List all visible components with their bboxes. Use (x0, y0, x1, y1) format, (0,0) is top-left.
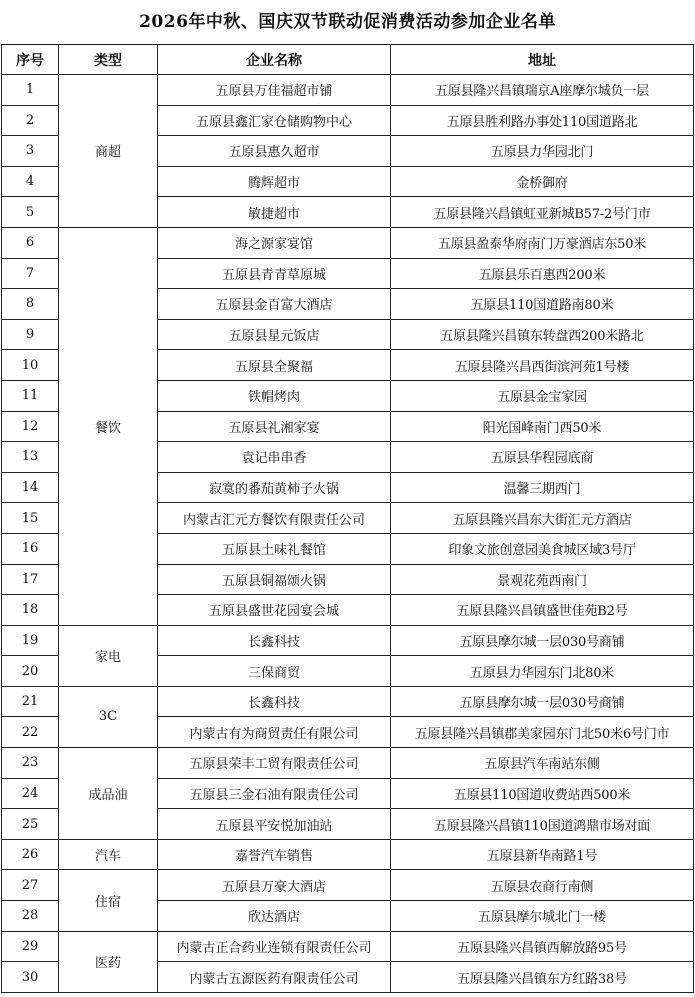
row-number: 17 (2, 564, 59, 595)
row-number: 4 (2, 166, 59, 197)
enterprise-address: 五原县力华园东门北80米 (391, 656, 694, 687)
enterprise-address: 五原县隆兴昌镇瑞京A座摩尔城负一层 (391, 75, 694, 106)
row-number: 12 (2, 411, 59, 442)
row-number: 25 (2, 809, 59, 840)
enterprise-address: 五原县隆兴昌东大街汇元方酒店 (391, 503, 694, 534)
enterprise-address: 五原县隆兴昌镇110国道鸿鼎市场对面 (391, 809, 694, 840)
enterprise-name: 长鑫科技 (158, 625, 391, 656)
enterprise-address: 五原县110国道收费站西500米 (391, 778, 694, 809)
enterprise-name: 五原县青青草原城 (158, 258, 391, 289)
enterprise-address: 五原县摩尔城一层030号商铺 (391, 686, 694, 717)
enterprise-name: 五原县万豪大酒店 (158, 870, 391, 901)
enterprise-name: 三保商贸 (158, 656, 391, 687)
row-number: 8 (2, 289, 59, 320)
enterprise-address: 五原县汽车南站东侧 (391, 748, 694, 779)
header-address: 地址 (391, 45, 694, 75)
enterprise-name: 五原县鑫汇家仓储购物中心 (158, 105, 391, 136)
category-cell: 家电 (59, 625, 158, 686)
enterprise-name: 袁记串串香 (158, 442, 391, 473)
row-number: 2 (2, 105, 59, 136)
enterprise-address: 五原县摩尔城一层030号商铺 (391, 625, 694, 656)
row-number: 15 (2, 503, 59, 534)
enterprise-address: 五原县华程园底商 (391, 442, 694, 473)
enterprise-name: 五原县荣丰工贸有限责任公司 (158, 748, 391, 779)
enterprise-address: 五原县金宝家园 (391, 380, 694, 411)
enterprise-address: 景观花苑西南门 (391, 564, 694, 595)
row-number: 27 (2, 870, 59, 901)
category-cell: 住宿 (59, 870, 158, 931)
enterprise-address: 阳光国峰南门西50米 (391, 411, 694, 442)
enterprise-name: 敏捷超市 (158, 197, 391, 228)
row-number: 7 (2, 258, 59, 289)
category-cell: 成品油 (59, 748, 158, 840)
enterprise-name: 嘉誉汽车销售 (158, 839, 391, 870)
header-no: 序号 (2, 45, 59, 75)
row-number: 5 (2, 197, 59, 228)
enterprise-address: 五原县隆兴昌镇西解放路95号 (391, 931, 694, 962)
enterprise-name: 五原县铜福颂火锅 (158, 564, 391, 595)
enterprise-name: 内蒙古汇元方餐饮有限责任公司 (158, 503, 391, 534)
table-row (2, 75, 694, 106)
row-number: 9 (2, 319, 59, 350)
table-body (2, 75, 694, 993)
enterprise-name: 五原县平安悦加油站 (158, 809, 391, 840)
enterprise-address: 五原县隆兴昌镇盛世佳苑B2号 (391, 595, 694, 626)
row-number: 11 (2, 380, 59, 411)
enterprise-address: 五原县隆兴昌镇东转盘西200米路北 (391, 319, 694, 350)
table-row (2, 931, 694, 962)
row-number: 21 (2, 686, 59, 717)
table-row (2, 625, 694, 656)
enterprise-name: 铁帽烤肉 (158, 380, 391, 411)
enterprise-address: 五原县隆兴昌镇郡美家园东门北50米6号门市 (391, 717, 694, 748)
enterprise-address: 五原县盈泰华府南门万豪酒店东50米 (391, 227, 694, 258)
enterprise-address: 印象文旅创意园美食城区域3号厅 (391, 533, 694, 564)
enterprise-name: 寂寞的番茄黄柿子火锅 (158, 472, 391, 503)
enterprise-address: 温馨三期西门 (391, 472, 694, 503)
enterprise-address: 五原县力华园北门 (391, 136, 694, 167)
enterprise-address: 五原县新华南路1号 (391, 839, 694, 870)
enterprise-address: 五原县隆兴昌镇虹亚新城B57-2号门市 (391, 197, 694, 228)
enterprise-name: 腾辉超市 (158, 166, 391, 197)
document-title: 2026年中秋、国庆双节联动促消费活动参加企业名单 (139, 12, 556, 32)
enterprise-name: 五原县礼湘家宴 (158, 411, 391, 442)
row-number: 26 (2, 839, 59, 870)
table-row (2, 748, 694, 779)
header-type: 类型 (59, 45, 158, 75)
row-number: 30 (2, 962, 59, 993)
enterprise-address: 五原县乐百惠西200米 (391, 258, 694, 289)
enterprise-address: 五原县胜利路办事处110国道路北 (391, 105, 694, 136)
enterprise-name: 欣达酒店 (158, 901, 391, 932)
category-cell: 医药 (59, 931, 158, 992)
row-number: 3 (2, 136, 59, 167)
enterprise-address: 五原县摩尔城北门一楼 (391, 901, 694, 932)
row-number: 24 (2, 778, 59, 809)
category-cell: 3C (59, 686, 158, 747)
enterprise-address: 五原县110国道路南80米 (391, 289, 694, 320)
row-number: 13 (2, 442, 59, 473)
row-number: 20 (2, 656, 59, 687)
category-cell: 餐饮 (59, 227, 158, 625)
row-number: 22 (2, 717, 59, 748)
row-number: 10 (2, 350, 59, 381)
row-number: 19 (2, 625, 59, 656)
category-cell: 汽车 (59, 839, 158, 870)
row-number: 23 (2, 748, 59, 779)
enterprise-name: 五原县金百富大酒店 (158, 289, 391, 320)
enterprise-name: 内蒙古正合药业连锁有限责任公司 (158, 931, 391, 962)
enterprise-name: 内蒙古五源医药有限责任公司 (158, 962, 391, 993)
row-number: 16 (2, 533, 59, 564)
enterprise-name: 五原县土味礼餐馆 (158, 533, 391, 564)
enterprise-address: 五原县隆兴昌镇东方红路38号 (391, 962, 694, 993)
table-row (2, 839, 694, 870)
enterprise-table (1, 44, 694, 993)
header-name: 企业名称 (158, 45, 391, 75)
row-number: 28 (2, 901, 59, 932)
row-number: 1 (2, 75, 59, 106)
enterprise-name: 五原县惠久超市 (158, 136, 391, 167)
enterprise-name: 五原县万佳福超市铺 (158, 75, 391, 106)
enterprise-name: 五原县盛世花园宴会城 (158, 595, 391, 626)
enterprise-address: 五原县隆兴昌西街滨河苑1号楼 (391, 350, 694, 381)
enterprise-name: 海之源家宴馆 (158, 227, 391, 258)
row-number: 18 (2, 595, 59, 626)
enterprise-name: 长鑫科技 (158, 686, 391, 717)
enterprise-address: 金桥御府 (391, 166, 694, 197)
row-number: 29 (2, 931, 59, 962)
table-header-row (2, 45, 694, 75)
enterprise-name: 五原县星元饭店 (158, 319, 391, 350)
table-row (2, 227, 694, 258)
enterprise-name: 内蒙古有为商贸责任有限公司 (158, 717, 391, 748)
category-cell: 商超 (59, 75, 158, 228)
row-number: 6 (2, 227, 59, 258)
table-row (2, 870, 694, 901)
enterprise-address: 五原县农商行南侧 (391, 870, 694, 901)
table-row (2, 686, 694, 717)
enterprise-name: 五原县全聚福 (158, 350, 391, 381)
row-number: 14 (2, 472, 59, 503)
enterprise-name: 五原县三金石油有限责任公司 (158, 778, 391, 809)
